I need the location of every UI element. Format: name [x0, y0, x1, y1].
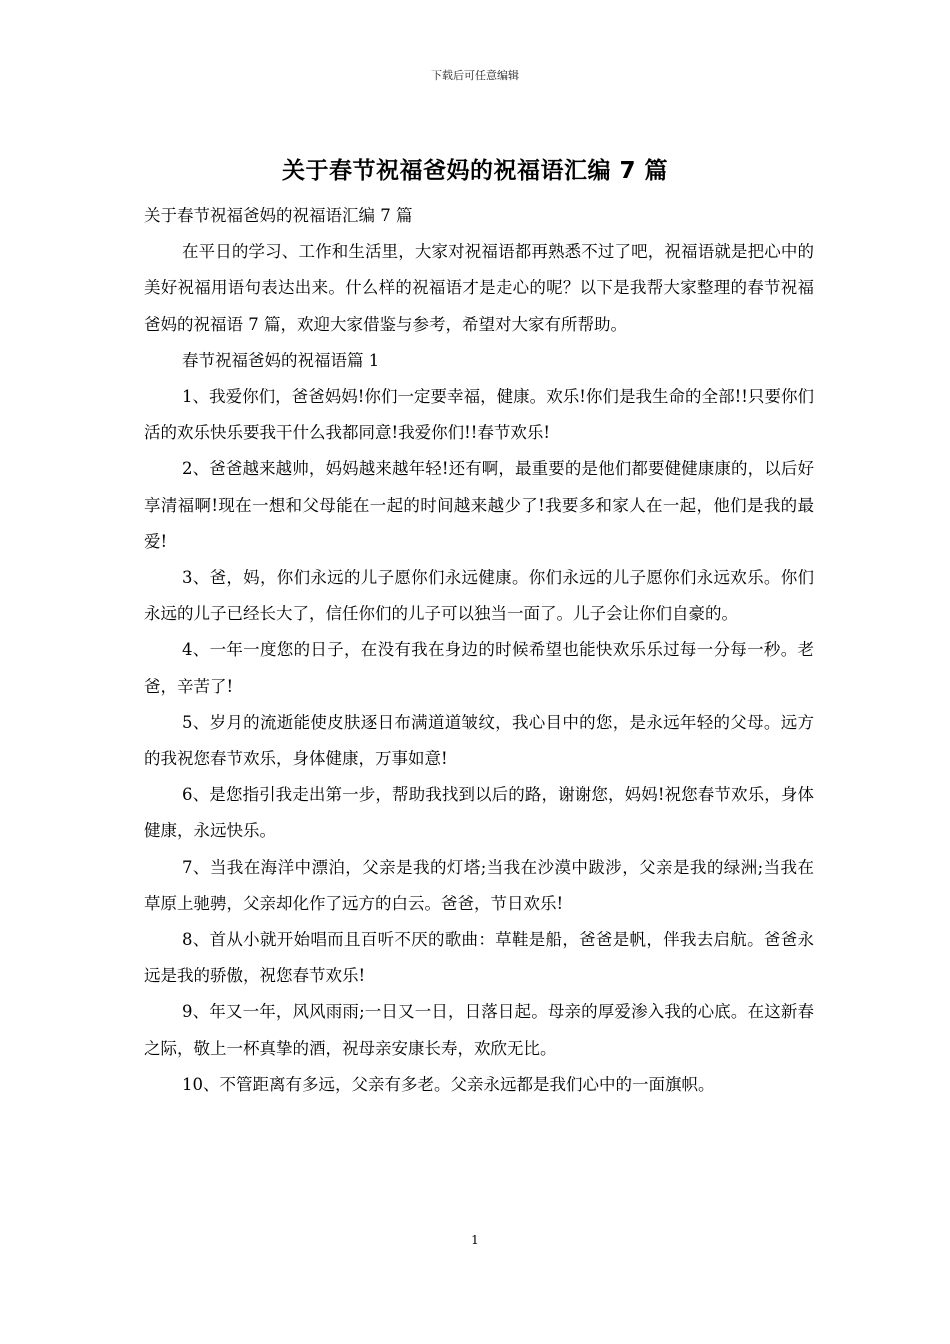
list-item: 3、爸，妈，你们永远的儿子愿你们永远健康。你们永远的儿子愿你们永远欢乐。你们永远的儿子已经长大了，信任你们的儿子可以独当一面了。儿子会让你们自豪的。: [144, 568, 814, 624]
list-item: 7、当我在海洋中漂泊，父亲是我的灯塔;当我在沙漠中跋涉，父亲是我的绿洲;当我在草原上驰骋，父亲却化作了远方的白云。爸爸，节日欢乐!: [144, 857, 814, 913]
intro-paragraph: 在平日的学习、工作和生活里，大家对祝福语都再熟悉不过了吧，祝福语就是把心中的美好祝福用语句表达出来。什么样的祝福语才是走心的呢？以下是我帮大家整理的春节祝福爸妈的祝福语 7 篇，欢迎大家借鉴与参考，希望对大家有所帮助。: [144, 242, 814, 334]
subtitle-line: 关于春节祝福爸妈的祝福语汇编 7 篇: [144, 206, 413, 225]
document-body: [144, 198, 814, 1103]
list-item: 1、我爱你们，爸爸妈妈!你们一定要幸福，健康。欢乐!你们是我生命的全部!!只要你们活的欢乐快乐要我干什么我都同意!我爱你们!!春节欢乐!: [144, 387, 814, 443]
list-item: 9、年又一年，风风雨雨;一日又一日，日落日起。母亲的厚爱渗入我的心底。在这新春之际，敬上一杯真挚的酒，祝母亲安康长寿，欢欣无比。: [144, 1002, 814, 1058]
list-item: 5、岁月的流逝能使皮肤逐日布满道道皱纹，我心目中的您，是永远年轻的父母。远方的我祝您春节欢乐，身体健康，万事如意!: [144, 712, 814, 769]
section-heading: 春节祝福爸妈的祝福语篇 1: [182, 350, 380, 370]
header-note: 下载后可任意编辑: [431, 69, 519, 82]
list-item: 2、爸爸越来越帅，妈妈越来越年轻!还有啊，最重要的是他们都要健健康康的，以后好享清福啊!现在一想和父母能在一起的时间越来越少了!我要多和家人在一起，他们是我的最爱!: [144, 459, 814, 551]
document-title: 关于春节祝福爸妈的祝福语汇编 7 篇: [281, 158, 669, 184]
list-item: 10、不管距离有多远，父亲有多老。父亲永远都是我们心中的一面旗帜。: [182, 1074, 715, 1094]
list-item: 6、是您指引我走出第一步，帮助我找到以后的路，谢谢您，妈妈!祝您春节欢乐，身体健康，永远快乐。: [144, 785, 814, 841]
page-number: 1: [471, 1233, 479, 1247]
list-item: 8、首从小就开始唱而且百听不厌的歌曲：草鞋是船，爸爸是帆，伴我去启航。爸爸永远是我的骄傲，祝您春节欢乐!: [144, 930, 814, 986]
list-item: 4、一年一度您的日子，在没有我在身边的时候希望也能快欢乐乐过每一分每一秒。老爸，辛苦了!: [144, 640, 814, 696]
